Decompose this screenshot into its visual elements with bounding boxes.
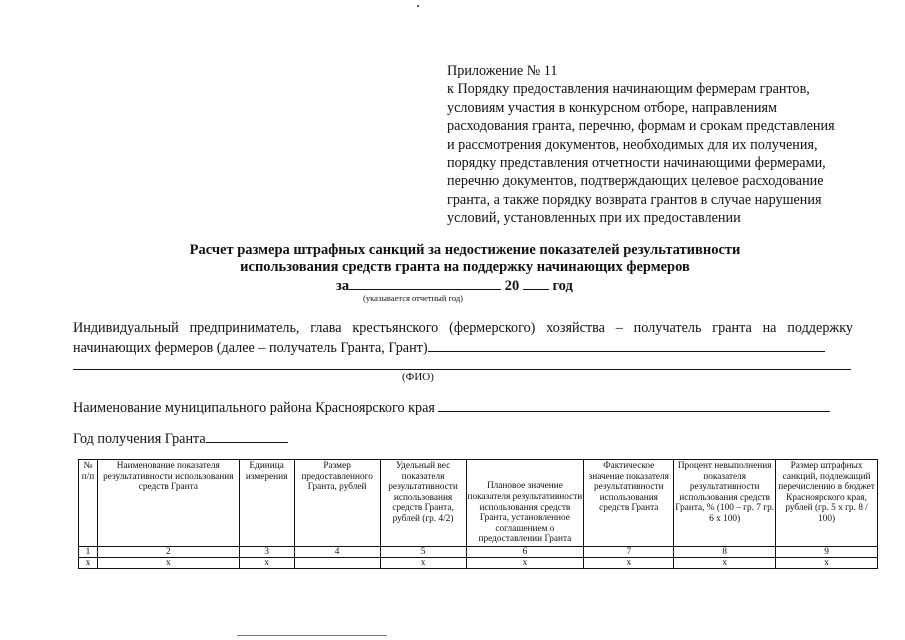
table-header-cell: Размер предоставленного Гранта, рублей [294, 460, 380, 547]
column-number: 6 [466, 547, 584, 558]
fio-note: (ФИО) [402, 371, 434, 383]
table-cell[interactable]: х [776, 558, 878, 569]
table-row [79, 558, 878, 569]
table-cell[interactable] [294, 558, 380, 569]
table-cell[interactable]: х [584, 558, 674, 569]
table-header-cell: Фактическое значение показателя результативности использования средств Гранта [584, 460, 674, 547]
column-number: 2 [97, 547, 239, 558]
appendix-line: порядку представления отчетности начинающими фермерами, [447, 155, 826, 172]
period-prefix: за [336, 278, 350, 294]
appendix-block [447, 62, 867, 228]
column-number: 7 [584, 547, 674, 558]
scan-speck [417, 5, 419, 7]
table-cell[interactable]: х [97, 558, 239, 569]
table-header-cell: Процент невыполнения показателя результативности использования средств Гранта, % (100 – гр. 7 гр. 6 х 100) [674, 460, 776, 547]
period-note: (указывается отчетный год) [363, 293, 463, 303]
municipality-blank[interactable] [438, 397, 830, 412]
column-number: 1 [79, 547, 98, 558]
grant-year-label: Год получения Гранта [73, 431, 206, 447]
document-title-line1: Расчет размера штрафных санкций за недостижение показателей результативности [189, 242, 741, 258]
column-number: 9 [776, 547, 878, 558]
appendix-line: расходования гранта, перечню, формам и срокам представления [447, 118, 835, 135]
recipient-line1: Индивидуальный предприниматель, глава крестьянского (фермерского) хозяйства – получатель гранта на поддержку [73, 320, 853, 336]
appendix-line: к Порядку предоставления начинающим фермерам грантов, [447, 81, 810, 98]
document-title-line2: использования средств гранта на поддержку начинающих фермеров [240, 259, 690, 275]
recipient-line2: начинающих фермеров (далее – получатель Гранта, Грант) [73, 340, 428, 356]
table-header-row [79, 460, 878, 547]
table-cell[interactable]: х [79, 558, 98, 569]
municipality-row [73, 397, 853, 417]
period-year-blank[interactable] [523, 276, 549, 290]
appendix-line: гранта, а также порядку возврата грантов в случае нарушения [447, 191, 822, 208]
column-number: 4 [294, 547, 380, 558]
table-cell[interactable]: х [380, 558, 466, 569]
recipient-line2-wrap [73, 337, 853, 357]
period-suffix: год [552, 278, 573, 294]
recipient-name-line[interactable] [73, 369, 851, 370]
table-number-row [79, 547, 878, 558]
appendix-line: условиям участия в конкурсном отборе, направлениям [447, 99, 777, 116]
recipient-name-blank[interactable] [428, 337, 825, 352]
table-header-cell: Размер штрафных санкций, подлежащий перечислению в бюджет Красноярского края, рублей (гр. 5 х гр. 8 / 100) [776, 460, 878, 547]
appendix-line: условий, установленных при их предоставлении [447, 210, 741, 227]
appendix-number: Приложение № 11 [447, 63, 558, 79]
grant-year-row [73, 428, 853, 448]
table-cell[interactable]: х [466, 558, 584, 569]
appendix-line: перечню документов, подтверждающих целевое расходование [447, 173, 824, 190]
table-header-cell: № п/п [79, 460, 98, 547]
municipality-label: Наименование муниципального района Красноярского края [73, 400, 435, 416]
column-number: 3 [239, 547, 294, 558]
table-header-cell: Наименование показателя результативности использования средств Гранта [97, 460, 239, 547]
appendix-line: и рассмотрения документов, необходимых для их получения, [447, 136, 818, 153]
table-cell[interactable]: х [674, 558, 776, 569]
grant-year-blank[interactable] [206, 428, 288, 443]
table-header-cell: Удельный вес показателя результативности использования средств Гранта, рублей (гр. 4/2) [380, 460, 466, 547]
table-cell[interactable]: х [239, 558, 294, 569]
table-header-cell: Плановое значение показателя результативности использования средств Гранта, установленное соглашением о предоставлении Гранта [466, 460, 584, 547]
footer-divider [237, 635, 387, 636]
period-blank[interactable] [349, 276, 501, 290]
table-header-cell: Единица измерения [239, 460, 294, 547]
period-year: 20 [504, 278, 520, 294]
column-number: 5 [380, 547, 466, 558]
column-number: 8 [674, 547, 776, 558]
penalty-table [78, 459, 878, 569]
